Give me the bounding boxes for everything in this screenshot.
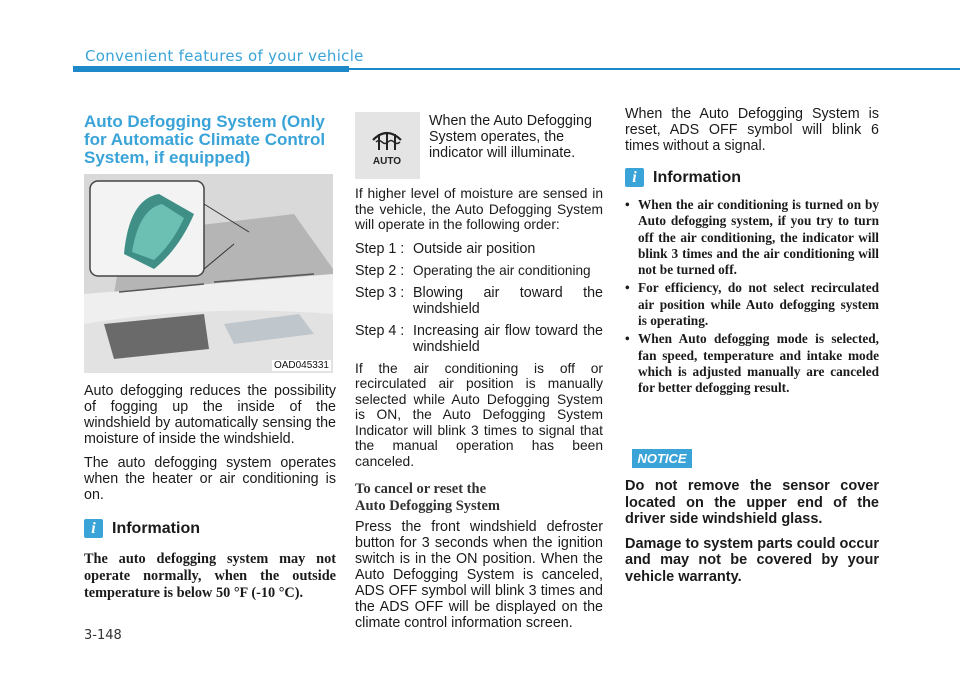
step-row xyxy=(355,285,603,317)
subsection-title-line1: To cancel or reset the xyxy=(355,481,487,497)
notice-text: Damage to system parts could occur and may not be covered by your vehicle warranty. xyxy=(625,535,879,585)
info-icon: i xyxy=(84,519,103,538)
info-text: The auto defogging system may not operate normally, when the outside temperature is below 50 °F (-10 °C). xyxy=(84,551,336,601)
notice-text: Do not remove the sensor cover located on the upper end of the driver side windshield glass. xyxy=(625,478,879,527)
left-body xyxy=(84,383,336,602)
info-icon: i xyxy=(625,168,644,187)
paragraph: If the air conditioning is off or recirculated air position is manually selected while Auto Defogging System is ON, the Auto Defogging System Indicator will blink 3 times to signal that the manual operation has been canceled. xyxy=(355,360,603,469)
auto-icon-label: AUTO xyxy=(372,156,402,167)
header-rule xyxy=(349,68,960,70)
step-row xyxy=(355,241,603,257)
list-item: • When Auto defogging mode is selected, fan speed, temperature and intake mode which is adjusted manually are canceled for better defogging result. xyxy=(625,331,879,396)
step-text: Outside air position xyxy=(413,240,536,257)
info-title: Information xyxy=(653,168,741,186)
step-key: Step 2 : xyxy=(355,262,405,279)
subsection-title-line2: Auto Defogging System xyxy=(355,498,500,514)
step-text: Blowing air toward the windshield xyxy=(413,284,603,317)
section-header: Convenient features of your vehicle xyxy=(85,47,364,65)
notice-badge: NOTICE xyxy=(632,449,692,468)
section-title: Auto Defogging System (Only for Automatic Climate Control System, if equipped) xyxy=(84,112,326,167)
paragraph: The auto defogging system operates when the heater or air conditioning is on. xyxy=(84,455,336,503)
step-row xyxy=(355,323,603,355)
header-bar xyxy=(73,66,349,72)
right-body xyxy=(625,106,879,399)
car-windshield-illustration xyxy=(84,174,333,373)
page-number: 3-148 xyxy=(84,628,122,643)
list-item: • For efficiency, do not select recirculated air position while Auto defogging system is operating. xyxy=(625,280,879,329)
paragraph: If higher level of moisture are sensed in the vehicle, the Auto Defogging System will operate in the following order: xyxy=(355,186,603,232)
step-text: Increasing air flow toward the windshield xyxy=(413,322,603,355)
info-bullet-list xyxy=(625,197,879,397)
list-item: • When the air conditioning is turned on by Auto defogging system, if you try to turn off the air conditioning, the indicator will blink 3 times and the air conditioning will not be turned off. xyxy=(625,197,879,278)
image-code: OAD045331 xyxy=(273,360,329,371)
info-heading xyxy=(84,519,336,538)
middle-body xyxy=(355,186,603,639)
paragraph: When the Auto Defogging System is reset, ADS OFF symbol will blink 6 times without a signal. xyxy=(625,106,879,154)
info-title: Information xyxy=(112,519,200,537)
auto-defog-indicator-icon xyxy=(355,112,420,179)
step-text: Operating the air conditioning xyxy=(413,262,591,278)
paragraph: Auto defogging reduces the possibility of fogging up the inside of the windshield by automatically sensing the moisture of inside the windshield. xyxy=(84,383,336,447)
defog-icon xyxy=(355,112,420,179)
step-key: Step 3 : xyxy=(355,284,405,301)
step-key: Step 4 : xyxy=(355,322,405,339)
indicator-text: When the Auto Defogging System operates, the indicator will illuminate. xyxy=(429,113,592,161)
subsection-title xyxy=(355,481,603,515)
paragraph: Press the front windshield defroster button for 3 seconds when the ignition switch is in the ON position. When the Auto Defogging System is canceled, ADS OFF symbol will blink 3 times and the ADS OFF will be displayed on the climate control information screen. xyxy=(355,519,603,631)
car-illustration-svg xyxy=(84,174,333,373)
notice-body xyxy=(625,478,879,593)
info-heading xyxy=(625,168,879,187)
step-row xyxy=(355,263,603,279)
step-key: Step 1 : xyxy=(355,240,405,257)
